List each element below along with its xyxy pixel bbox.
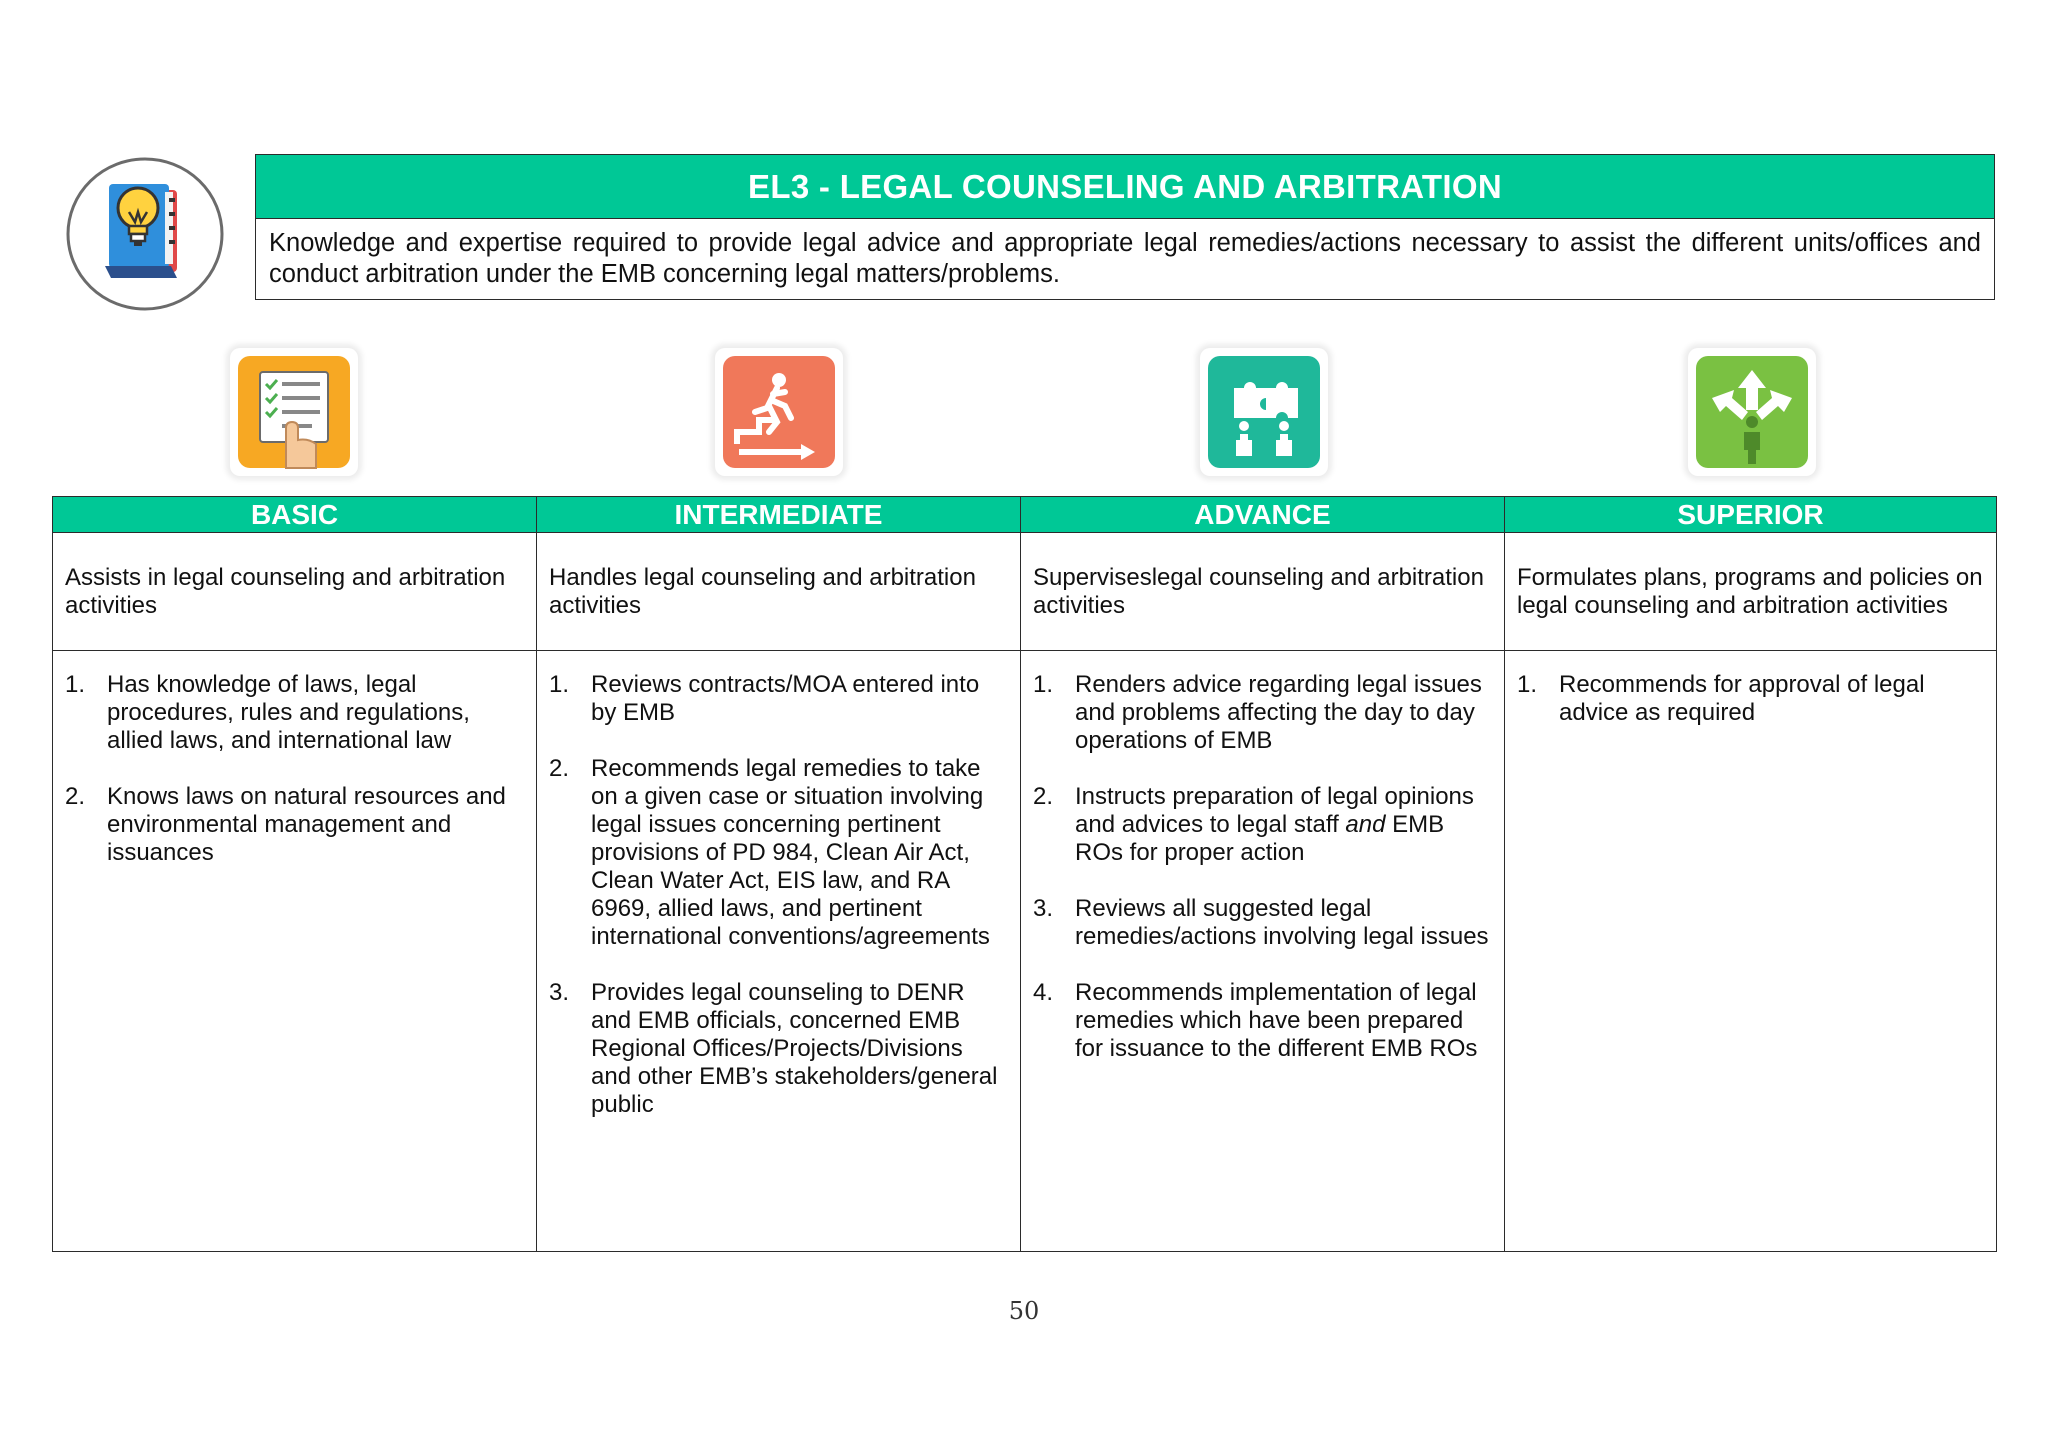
competency-title: EL3 - LEGAL COUNSELING AND ARBITRATION [256, 155, 1994, 219]
indicator-list [65, 671, 524, 867]
level-header-row [53, 497, 1997, 533]
indicator-list [1517, 671, 1984, 727]
level-summary-row [53, 533, 1997, 651]
level-header-intermediate: INTERMEDIATE [537, 497, 1021, 533]
list-item: 2. Recommends legal remedies to take on a given case or situation involving legal issues concerning pertinent provisions of PD 984, Clean Air Act, Clean Water Act, EIS law, and RA 6969, allied laws, and pertinent international conventions/agreements [549, 755, 990, 950]
details-intermediate [537, 651, 1021, 1252]
indicator-list [1033, 671, 1492, 1063]
person-crossroads-arrows-icon [1688, 348, 1816, 476]
running-person-stairs-icon [715, 348, 843, 476]
indicator-list [549, 671, 1008, 1119]
checklist-clipboard-icon [230, 348, 358, 476]
list-item: 1. Renders advice regarding legal issues and problems affecting the day to day operations of EMB [1033, 671, 1482, 754]
level-header-superior: SUPERIOR [1505, 497, 1997, 533]
list-item: 3. Provides legal counseling to DENR and EMB officials, concerned EMB Regional Offices/Projects/Divisions and other EMB’s stakeholders/general public [549, 979, 998, 1118]
puzzle-people-icon [1200, 348, 1328, 476]
level-details-row [53, 651, 1997, 1252]
competency-description: Knowledge and expertise required to provide legal advice and appropriate legal remedies/actions necessary to assist the different units/offices and conduct arbitration under the EMB concerning legal matters/problems. [269, 229, 1981, 288]
competency-levels-table [52, 496, 1997, 1252]
page-number: 50 [1008, 1297, 1040, 1325]
list-item: 1. Reviews contracts/MOA entered into by EMB [549, 671, 980, 726]
summary-intermediate: Handles legal counseling and arbitration activities [537, 533, 1021, 651]
list-item: 1. Recommends for approval of legal advice as required [1517, 671, 1925, 726]
details-basic [53, 651, 537, 1252]
list-item: 1. Has knowledge of laws, legal procedures, rules and regulations, allied laws, and international law [65, 671, 470, 754]
list-item: 2. Knows laws on natural resources and environmental management and issuances [65, 783, 506, 866]
lightbulb-book-icon [65, 156, 225, 312]
summary-superior: Formulates plans, programs and policies on legal counseling and arbitration activities [1505, 533, 1997, 651]
summary-advance: Superviseslegal counseling and arbitration activities [1021, 533, 1505, 651]
competency-header [255, 154, 1995, 300]
list-item: 2. Instructs preparation of legal opinions and advices to legal staff and EMB ROs for proper action [1033, 783, 1474, 866]
details-superior [1505, 651, 1997, 1252]
level-header-advance: ADVANCE [1021, 497, 1505, 533]
details-advance [1021, 651, 1505, 1252]
level-header-basic: BASIC [53, 497, 537, 533]
summary-basic: Assists in legal counseling and arbitration activities [53, 533, 537, 651]
list-item: 3. Reviews all suggested legal remedies/actions involving legal issues [1033, 895, 1489, 950]
list-item: 4. Recommends implementation of legal remedies which have been prepared for issuance to the different EMB ROs [1033, 979, 1478, 1062]
